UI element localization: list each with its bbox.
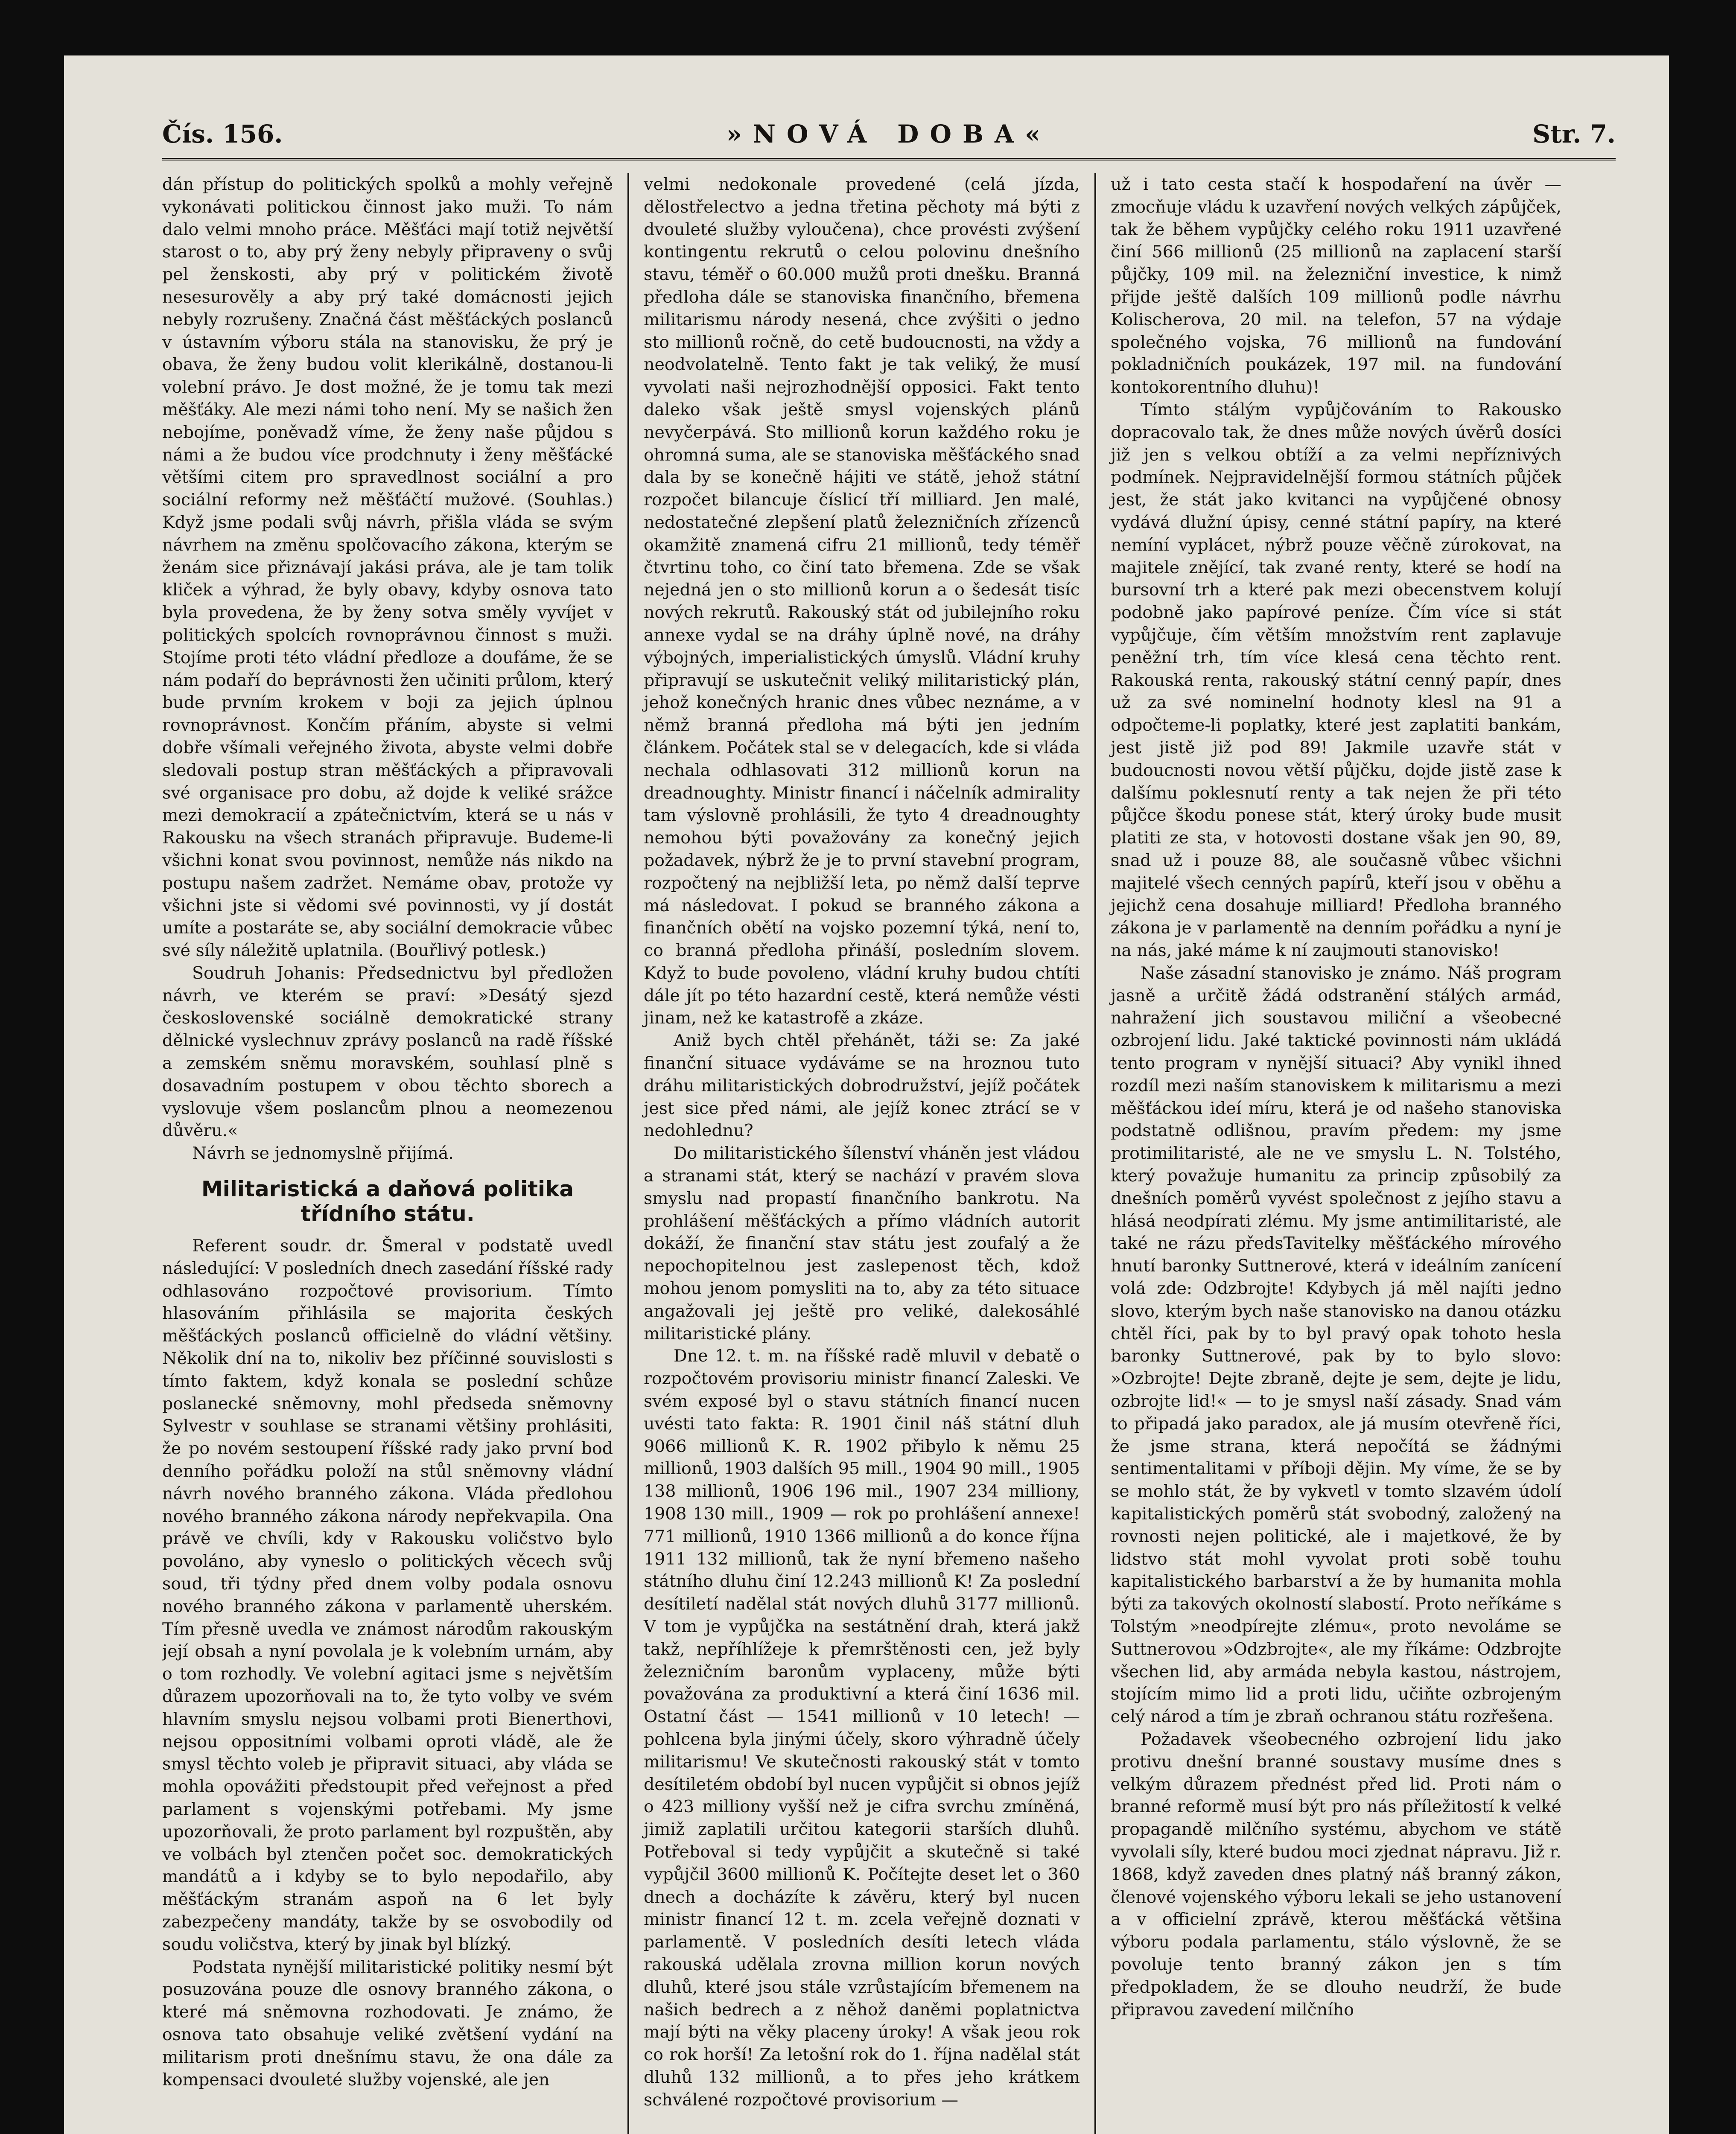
paragraph: Návrh se jednomyslně přijímá. xyxy=(192,1143,454,1163)
paragraph: Soudruh Johanis: Předsednictvu byl předložen návrh, ve kterém se praví: »Desátý sjezd československé sociálně demokratické strany dělnické vyslechnuv zprávy poslanců na radě říšské a zemském sněmu moravském, souhlasí plně s dosavadním postupem v obou těchto sborech a vyslovuje všem poslancům plnou a neomezenou důvěru.« xyxy=(162,963,613,1141)
paragraph: Požadavek všeobecného ozbrojení lidu jako protivu dnešní branné soustavy musíme dnes s velkým důrazem přednést před lid. Proti nám o branné reformě musí být pro nás příležitostí k velké propagandě milčního systému, abychom ve státě vyvolali síly, které budou moci zjednat nápravu. Již r. 1868, když zaveden dnes platný náš branný zákon, členové vojenského výboru lekali se jeho ustanovení a v officielní zprávě, kterou měšťácká většina výboru podala parlamentu, stálo výslovně, že se povoluje tento branný zákon jen s tím předpokladem, že se dlouho neudrží, že bude připravou zavedení milčního xyxy=(1111,1729,1561,2020)
paragraph: Referent soudr. dr. Šmeral v podstatě uvedl následující: V posledních dnech zasedání říšské rady odhlasováno rozpočtové provisorium. Tímto hlasováním přihlásila se majorita českých měšťáckých poslanců officielně do vládní většiny. Několik dní na to, nikoliv bez příčinné souvislosti s tímto faktem, když konala se poslední schůze poslanecké sněmovny, mohl předseda sněmovny Sylvestr v souhlase se stranami většiny prohlásiti, že po novém sestoupení říšské rady jako první bod denního pořádku položí na stůl sněmovny vládní návrh nového branného zákona. Vláda předlohou nového branného zákona národy nepřekvapila. Ona právě ve chvíli, kdy v Rakousku voličstvo bylo povoláno, aby vyneslo o politických věcech svůj soud, tři týdny před dnem volby podala osnovu nového branného zákona v parlamentě uherském. Tím přesně uvedla ve známost národům rakouským její obsah a nyní povolala je k volebním urnám, aby o tom rozhodly. Ve volební agitaci jsme s největším důrazem upozorňovali na to, že tyto volby ve svém hlavním smyslu nejsou volbami proti Bienerthovi, nejsou oppositními volbami oproti vládě, ale že smysl těchto voleb je připravit situaci, aby vláda se mohla opovážiti předstoupit před veřejnost a před parlament s vojenskými potřebami. My jsme upozorňovali, že proto parlament byl rozpuštěn, aby ve volbách byl ztenčen počet soc. demokratických mandátů a i kdyby se to bylo nepodařilo, aby měšťáckým stranám aspoň na 6 let byly zabezpečeny mandáty, takže by se osvobodily od soudu voličstva, který by jinak byl blízký. xyxy=(162,1236,613,1954)
paragraph: už i tato cesta stačí k hospodaření na úvěr — zmocňuje vládu k uzavření nových velkých zápůjček, tak že během vypůjčky celého roku 1911 uzavřené činí 566 millionů (25 millionů na zaplacení starší půjčky, 109 mil. na železniční investice, k nimž přijde ještě dalších 109 millionů podle návrhu Kolischerova, 20 mil. na telefon, 57 na výdaje společného vojska, 76 millionů na fundování pokladničních poukázek, 197 mil. na fundování kontokorentního dluhu)! xyxy=(1111,175,1561,397)
column-1 xyxy=(162,173,627,2134)
paragraph: dán přístup do politických spolků a mohly veřejně vykonávati politickou činnost jako muži. To nám dalo velmi mnoho práce. Měšťáci mají totiž největší starost o to, aby prý ženy nebyly připraveny o svůj pel ženskosti, aby prý v politickém životě nesesurověly a aby prý také domácnosti jejich nebyly rozrušeny. Značná část měšťáckých poslanců v ústavním výboru stála na stanovisku, že prý je obava, že ženy budou volit klerikálně, dostanou-li volební právo. Je dost možné, že je tomu tak mezi měšťáky. Ale mezi námi toho není. My se našich žen nebojíme, poněvadž víme, že ženy naše půjdou s námi a že budou více prodchnuty i ženy měšťácké většími citem pro spravedlnost sociální a pro sociální reformy než měšťáčtí mužové. (Souhlas.) Když jsme podali svůj návrh, přišla vláda se svým návrhem na změnu spolčovacího zákona, kterým se ženám sice přiznávají jakási práva, ale je tam tolik kliček a výhrad, že byly obavy, kdyby osnova tato byla provedena, že by ženy sotva směly vyvíjet v politických spolcích rovnoprávnou činnost s muži. Stojíme proti této vládní předloze a doufáme, že se nám podaří do beprávnosti žen učiniti průlom, který bude prvním krokem v boji za jejich úplnou rovnoprávnost. Končím přáním, abyste si velmi dobře všímali veřejného života, abyste velmi dobře sledovali postup stran měšťáckých a připravovali své organisace pro dobu, až dojde k veliké srážce mezi demokracií a zpátečnictvím, která se u nás v Rakousku na všech stranách připravuje. Budeme-li všichni konat svou povinnost, nemůže nás nikdo na postupu našem zadržet. Nemáme obav, protože vy všichni jste si vědomi své povinnosti, vy jí dostát umíte a postaráte se, aby sociální demokracie vůbec své síly náležitě uplatnila. (Bouřlivý potlesk.) xyxy=(162,175,613,961)
paragraph: Aniž bych chtěl přehánět, táži se: Za jaké finanční situace vydáváme se na hroznou tuto dráhu militaristických dobrodružství, jejíž počátek jest sice před námi, ale jejíž konec ztrácí se v nedohlednu? xyxy=(644,1031,1080,1141)
paragraph: Podstata nynější militaristické politiky nesmí být posuzována pouze dle osnovy branného zákona, o které má sněmovna rozhodovati. Je známo, že osnova tato obsahuje veliké zvětšení vydání na militarism proti dnešnímu stavu, že ona dále za kompensaci dvouleté služby vojenské, ale jen xyxy=(162,1957,613,2090)
newspaper-page xyxy=(64,55,1669,2134)
page-header xyxy=(162,111,1616,160)
column-3 xyxy=(1096,173,1561,2134)
paragraph: Tímto stálým vypůjčováním to Rakousko dopracovalo tak, že dnes může nových úvěrů dosíci již jen s velkou obtíží a za velmi nepříznivých podmínek. Nejpravidelnější formou státních půjček jest, že stát jako kvitanci na vypůjčené obnosy vydává dlužní úpisy, cenné státní papíry, na které nemíní vyplácet, nýbrž pouze věčně zúrokovat, na majitele znějící, tak zvané renty, které se hodí na bursovní trh a které pak mezi obecenstvem kolují podobně jako papírové peníze. Čím více si stát vypůjčuje, čím větším množstvím rent zaplavuje peněžní trh, tím více klesá cena těchto rent. Rakouská renta, rakouský státní cenný papír, dnes už za své nominelní hodnoty klesl na 91 a odpočteme-li poplatky, které jest zaplatiti bankám, jest jistě již pod 89! Jakmile uzavře stát v budoucnosti novou větší půjčku, dojde jistě zase k dalšímu poklesnutí renty a tak nejen že při této půjčce škodu ponese stát, který úroky bude musit platiti ze sta, v hotovosti dostane však jen 90, 89, snad už i pouze 88, ale současně vůbec všichni majitelé všech cenných papírů, kteří jsou v oběhu a jejichž cena dosahuje milliard! Předloha branného zákona je v parlamentě na denním pořádku a nyní je na nás, jaké máme k ní zaujmouti stanovisko! xyxy=(1111,399,1561,961)
paragraph: Naše zásadní stanovisko je známo. Náš program jasně a určitě žádá odstranění stálých armád, nahražení jich soustavou miliční a všeobecné ozbrojení lidu. Jaké taktické povinnosti nám ukládá tento program v nynější situaci? Aby vynikl ihned rozdíl mezi naším stanoviskem k militarismu a mezi měšťáckou ideí míru, která je od našeho stanoviska podstatně odlišnou, pravím předem: my jsme protimilitaristé, ale ne ve smyslu L. N. Tolstého, který považuje humanitu za princip způsobilý za dnešních poměrů vyvést společnost z jejího stavu a hlásá neodpírati zlému. My jsme antimilitaristé, ale také ne rázu předsTavitelky měšťáckého mírového hnutí baronky Suttnerové, která v ideálním zanícení volá zde: Odzbrojte! Kdybych já měl najíti jedno slovo, kterým bych naše stanovisko na danou otázku chtěl říci, pak by to byl pravý opak tohoto hesla baronky Suttnerové, pak by to bylo slovo: »Ozbrojte! Dejte zbraně, dejte je sem, dejte je lidu, ozbrojte lid!« — to je smysl naší zásady. Snad vám to připadá jako paradox, ale já musím otevřeně říci, že jsme strana, která nepočítá se žádnými sentimentalitami v příboji dějin. My víme, že se by se mohlo stát, že by vykvetl v tomto slzavém údolí kapitalistických poměrů stát svobodný, založený na rovnosti nejen politické, ale i majetkové, že by lidstvo stát mohl vyvolat proti sobě touhu kapitalistického barbarství a že by humanita mohla býti za takových okolností slabostí. Proto neříkáme s Tolstým »neodpírejte zlému«, proto nevoláme se Suttnerovou »Odzbrojte«, ale my říkáme: Odzbrojte všechen lid, aby armáda nebyla kastou, nástrojem, stojícím mimo lid a proti lidu, učiňte ozbrojeným celý národ a tím je zbraň ochranou státu rozřešena. xyxy=(1111,963,1561,1727)
paragraph: Dne 12. t. m. na říšské radě mluvil v debatě o rozpočtovém provisoriu ministr financí Zaleski. Ve svém exposé byl o stavu státních financí nucen uvésti tato fakta: R. 1901 činil náš státní dluh 9066 millionů K. R. 1902 přibylo k němu 25 millionů, 1903 dalších 95 mill., 1904 90 mill., 1905 138 millionů, 1906 196 mil., 1907 234 milliony, 1908 130 mill., 1909 — rok po prohlášení annexe! 771 millionů, 1910 1366 millionů a do konce října 1911 132 millionů, tak že nyní břemeno našeho státního dluhu činí 12.243 millionů K! Za poslední desítiletí nadělal stát nových dluhů 3177 millionů. V tom je vypůjčka na sestátnění drah, která jakž takž, nepříhlížeje k přemrštěnosti cen, jež byly železničním baronům vyplaceny, může býti považována za produktivní a která činí 1636 mil. Ostatní část — 1541 millionů v 10 letech! — pohlcena byla jinými účely, skoro výhradně účely militarismu! Ve skutečnosti rakouský stát v tomto desítiletém období byl nucen vypůjčit si obnos jejíž o 423 milliony vyšší než je cifra svrchu zmíněná, jimiž zaplatili určitou kategorii starších dluhů. Potřeboval si tedy vypůjčit a skutečně si také vypůjčil 3600 millionů K. Počítejte deset let o 360 dnech a docházíte k závěru, který byl nucen ministr financí 12 t. m. zcela veřejně doznati v parlamentě. V posledních desíti letech vláda rakouská udělala zrovna million korun nových dluhů, které jsou stále vzrůstajícím břemenem na našich bedrech a z něhož daněmi poplatnictva mají býti na věky placeny úroky! A však jeou rok co rok horší! Za letošní rok do 1. října nadělal stát dluhů 132 millionů, a to přes jeho krátkem schválené rozpočtové provisorium — xyxy=(644,1346,1080,2110)
article-heading: Militaristická a daňová politika třídního státu. xyxy=(201,1177,574,1227)
page-number: Str. 7. xyxy=(1532,120,1616,149)
column-2 xyxy=(629,173,1094,2134)
paragraph: Do militaristického šílenství vháněn jest vládou a stranami stát, který se nachází v pravém slova smyslu nad propastí finančního bankrotu. Na prohlášení měšťáckých a přímo vládních autorit dokáží, že finanční stav státu jest zoufalý a že nepochopitelnou jest zaslepenost těch, kdož mohou jenom pomysliti na to, aby za této situace angažovali jej ještě pro veliké, dalekosáhlé militaristické plány. xyxy=(644,1143,1080,1344)
newspaper-title: »NOVÁ DOBA« xyxy=(726,120,1052,149)
paragraph: velmi nedokonale provedené (celá jízda, dělostřelectvo a jedna třetina pěchoty má býti z dvouleté služby vyloučena), chce provésti zvýšení kontingentu rekrutů o celou polovinu dnešního stavu, téměř o 60.000 mužů proti dnešku. Branná předloha dále se stanoviska finančního, břemena militarismu národy nesená, chce zvýšiti o jedno sto millionů ročně, do cetě budoucnosti, na vždy a neodvolatelně. Tento fakt je tak veliký, že musí vyvolati naši nejrozhodnější opposici. Fakt tento daleko však ještě smysl vojenských plánů nevyčerpává. Sto millionů korun každého roku je ohromná suma, ale se stanoviska měšťáckého snad dala by se konečně hájiti ve státě, jehož státní rozpočet bilancuje číslicí tří milliard. Jen malé, nedostatečné zlepšení platů železničních zřízenců okamžitě znamená cifru 21 millionů, tedy téměř čtvrtinu toho, co činí tato břemena. Zde se však nejedná jen o sto millionů korun a o šedesát tisíc nových rekrutů. Rakouský stát od jubilejního roku annexe vydal se na dráhy úplně nové, na dráhy výbojných, imperialistických úmyslů. Vládní kruhy připravují se uskutečnit veliký militaristický plán, jehož konečných hranic dnes vůbec neznáme, a v němž branná předloha má býti jen jedním článkem. Počátek stal se v delegacích, kde si vláda nechala odhlasovati 312 millionů korun na dreadnoughty. Ministr financí i náčelník admirality tam výslovně prohlásili, že tyto 4 dreadnoughty nemohou býti považovány za konečný jejich požadavek, nýbrž že je to první stavební program, rozpočtený na nejbližší leta, po němž další teprve má následovat. I pokud se branného zákona a finančních obětí na vojsko pozemní týká, není to, co branná předloha přináší, posledním slovem. Když to bude povoleno, vládní kruhy budou chtíti dále jít po této hazardní cestě, která nemůže vésti jinam, než ke katastrofě a zkáze. xyxy=(644,175,1080,1028)
text-columns xyxy=(162,173,1616,2134)
issue-number: Čís. 156. xyxy=(162,120,283,149)
